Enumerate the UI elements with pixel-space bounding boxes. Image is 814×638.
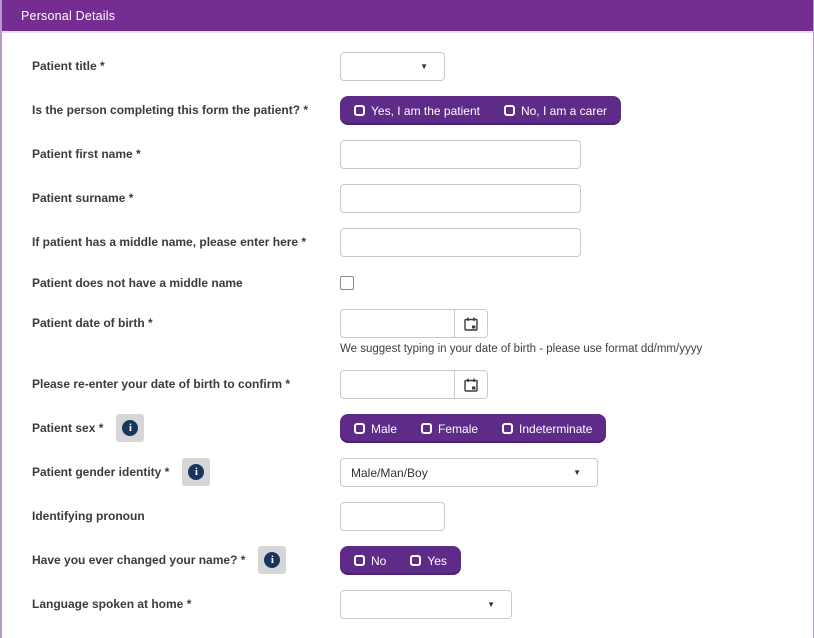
dob-input[interactable] <box>340 309 455 338</box>
surname-label: Patient surname * <box>32 191 134 205</box>
chevron-down-icon: ▼ <box>573 467 581 477</box>
no-middle-name-checkbox[interactable] <box>340 276 354 290</box>
sex-female-button[interactable] <box>409 414 490 443</box>
first-name-input[interactable] <box>340 140 581 169</box>
surname-input[interactable] <box>340 184 581 213</box>
field-row-completing-form <box>32 96 813 125</box>
sex-male-button[interactable] <box>342 414 409 443</box>
chevron-down-icon: ▼ <box>420 61 428 71</box>
field-row-name-changed <box>32 546 813 575</box>
calendar-icon <box>463 377 479 393</box>
button-label: Indeterminate <box>519 421 593 436</box>
info-icon: i <box>122 420 138 436</box>
field-row-surname <box>32 184 813 213</box>
language-label: Language spoken at home * <box>32 597 192 611</box>
field-row-dob-confirm <box>32 370 813 399</box>
sex-label: Patient sex * <box>32 421 104 435</box>
name-changed-no-button[interactable] <box>342 546 398 575</box>
dob-confirm-label: Please re-enter your date of birth to confirm * <box>32 377 291 391</box>
pronoun-label: Identifying pronoun <box>32 509 145 523</box>
field-row-patient-title <box>32 52 813 81</box>
gender-identity-select-value: Male/Man/Boy <box>351 465 428 480</box>
checkbox-icon <box>410 555 421 566</box>
button-label: No, I am a carer <box>520 103 607 118</box>
button-label: No <box>371 553 387 568</box>
gender-identity-info-button[interactable] <box>182 458 210 486</box>
field-row-language <box>32 590 813 619</box>
button-label: Male <box>371 421 398 436</box>
completing-form-no-button[interactable] <box>492 96 619 125</box>
gender-identity-label: Patient gender identity * <box>32 465 170 479</box>
middle-name-input[interactable] <box>340 228 581 257</box>
name-changed-info-button[interactable] <box>258 546 286 574</box>
panel-header <box>2 0 813 33</box>
checkbox-icon <box>354 555 365 566</box>
gender-identity-select[interactable] <box>340 458 598 487</box>
panel-title: Personal Details <box>21 8 116 23</box>
field-row-no-middle-name <box>32 272 813 294</box>
dob-confirm-input[interactable] <box>340 370 455 399</box>
form-body <box>2 33 813 619</box>
chevron-down-icon: ▼ <box>487 599 495 609</box>
field-row-middle-name <box>32 228 813 257</box>
checkbox-icon <box>502 423 513 434</box>
checkbox-icon <box>421 423 432 434</box>
completing-form-label: Is the person completing this form the patient? * <box>32 103 309 117</box>
name-changed-label: Have you ever changed your name? * <box>32 553 246 567</box>
patient-title-select[interactable] <box>340 52 445 81</box>
dob-calendar-button[interactable] <box>455 309 488 338</box>
dob-date-group <box>340 309 702 338</box>
dob-label: Patient date of birth * <box>32 316 153 330</box>
pronoun-input[interactable] <box>340 502 445 531</box>
name-changed-button-group <box>340 546 461 575</box>
dob-confirm-calendar-button[interactable] <box>455 370 488 399</box>
language-select[interactable] <box>340 590 512 619</box>
button-label: Yes, I am the patient <box>371 103 480 118</box>
dob-helper-text: We suggest typing in your date of birth - please use format dd/mm/yyyy <box>340 343 703 355</box>
checkbox-icon <box>354 423 365 434</box>
field-row-dob <box>32 309 813 355</box>
checkbox-icon <box>504 105 515 116</box>
field-row-pronoun <box>32 502 813 531</box>
field-row-first-name <box>32 140 813 169</box>
completing-form-button-group <box>340 96 621 125</box>
button-label: Yes <box>427 553 447 568</box>
field-row-sex <box>32 414 813 443</box>
calendar-icon <box>463 316 479 332</box>
checkbox-icon <box>354 105 365 116</box>
name-changed-yes-button[interactable] <box>398 546 459 575</box>
sex-info-button[interactable] <box>116 414 144 442</box>
middle-name-label: If patient has a middle name, please enter here * <box>32 235 307 249</box>
sex-indeterminate-button[interactable] <box>490 414 604 443</box>
info-icon: i <box>188 464 204 480</box>
dob-confirm-date-group <box>340 370 488 399</box>
sex-button-group <box>340 414 606 443</box>
no-middle-name-label: Patient does not have a middle name <box>32 276 243 290</box>
first-name-label: Patient first name * <box>32 147 141 161</box>
field-row-gender-identity <box>32 458 813 487</box>
patient-title-label: Patient title * <box>32 59 105 73</box>
completing-form-yes-button[interactable] <box>342 96 492 125</box>
info-icon: i <box>264 552 280 568</box>
button-label: Female <box>438 421 479 436</box>
